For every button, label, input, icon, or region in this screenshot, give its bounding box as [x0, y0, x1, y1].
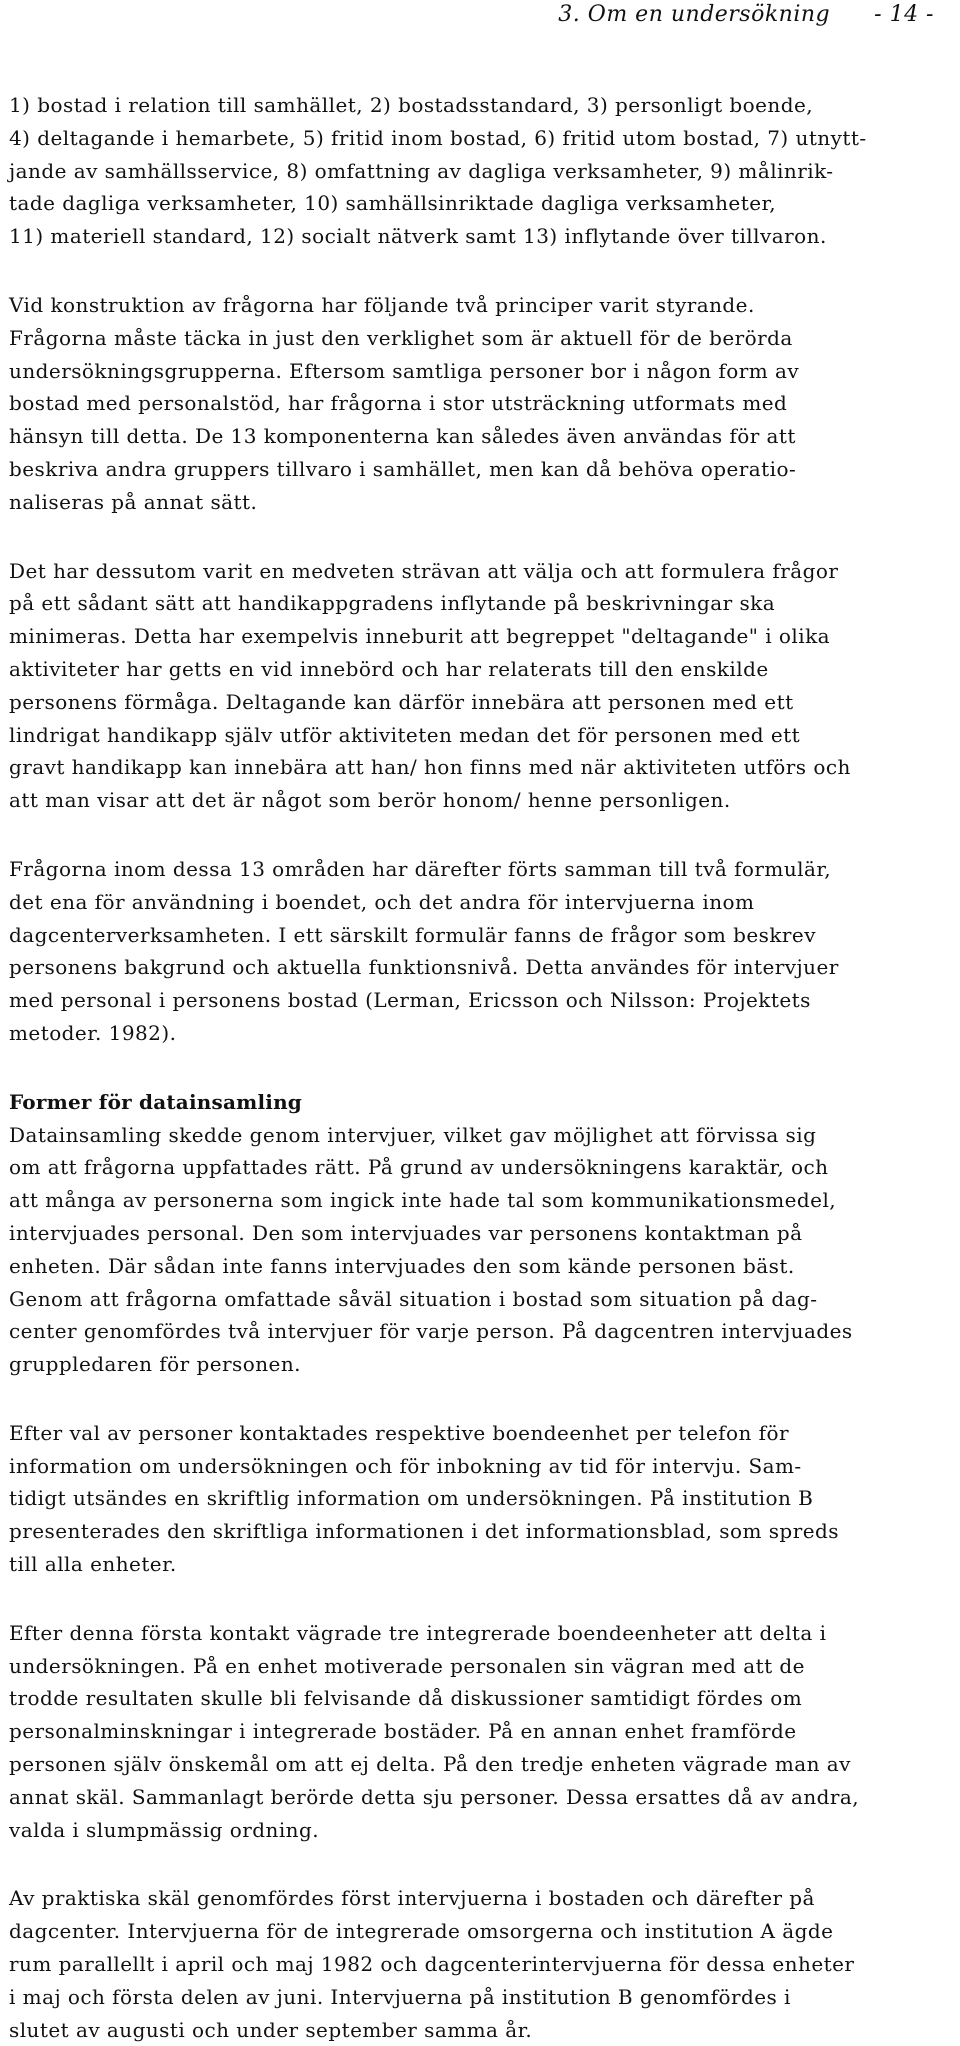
text-line: tidigt utsändes en skriftlig information om undersökningen. På institution B [9, 1486, 814, 1511]
text-line: undersökningen. På en enhet motiverade personalen sin vägran med att de [9, 1653, 805, 1678]
paragraph-handicap-influence [9, 555, 924, 817]
text-line: Genom att frågorna omfattade såväl situation i bostad som situation på dag- [9, 1286, 818, 1311]
text-line: personen själv önskemål om att ej delta. På den tredje enheten vägrade man av [9, 1752, 851, 1777]
text-line: presenterades den skriftliga informationen i det informationsblad, som spreds [9, 1519, 839, 1544]
paragraph-gap [9, 253, 924, 289]
body-text [9, 89, 924, 2046]
running-header [558, 2, 934, 27]
text-line: center genomfördes två intervjuer för varje person. På dagcentren intervjuades [9, 1319, 853, 1344]
text-line: gravt handikapp kan innebära att han/ hon finns med när aktiviteten utförs och [9, 755, 851, 780]
text-line: i maj och första delen av juni. Intervjuerna på institution B genomfördes i [9, 1984, 791, 2009]
text-line: Det har dessutom varit en medveten strävan att välja och att formulera frågor [9, 558, 839, 583]
text-line: jande av samhällsservice, 8) omfattning av dagliga verksamheter, 9) målinrik- [9, 158, 834, 183]
paragraph-gap [9, 1846, 924, 1882]
text-line: beskriva andra gruppers tillvaro i samhället, men kan då behöva operatio- [9, 456, 797, 481]
text-line: slutet av augusti och under september samma år. [9, 2017, 533, 2042]
text-line: tade dagliga verksamheter, 10) samhällsinriktade dagliga verksamheter, [9, 191, 777, 216]
text-line: personens bakgrund och aktuella funktionsnivå. Detta användes för intervjuer [9, 955, 839, 980]
text-line: valda i slumpmässig ordning. [9, 1817, 320, 1842]
page-number: - 14 - [874, 2, 934, 27]
chapter-title: 3. Om en undersökning [558, 2, 831, 27]
text-line: information om undersökningen och för inbokning av tid för intervju. Sam- [9, 1453, 802, 1478]
paragraph-gap [9, 1381, 924, 1417]
text-line: lindrigat handikapp själv utför aktiviteten medan det för personen med ett [9, 722, 801, 747]
text-line: intervjuades personal. Den som intervjuades var personens kontaktman på [9, 1220, 803, 1245]
text-line: minimeras. Detta har exempelvis inneburit att begreppet "deltagande" i olika [9, 624, 831, 649]
text-line: naliseras på annat sätt. [9, 489, 258, 514]
text-line: med personal i personens bostad (Lerman, Ericsson och Nilsson: Projektets [9, 988, 811, 1013]
paragraph-principles [9, 289, 924, 519]
text-line: rum parallellt i april och maj 1982 och dagcenterintervjuerna för dessa enheter [9, 1952, 855, 1977]
text-line: annat skäl. Sammanlagt berörde detta sju personer. Dessa ersattes då av andra, [9, 1784, 860, 1809]
text-line: till alla enheter. [9, 1552, 177, 1577]
paragraph-components-list [9, 89, 924, 253]
text-line: Efter val av personer kontaktades respektive boendeenhet per telefon för [9, 1420, 789, 1445]
text-line: det ena för användning i boendet, och det andra för intervjuerna inom [9, 889, 755, 914]
paragraph-gap [9, 817, 924, 853]
paragraph-gap [9, 519, 924, 555]
paragraph-schedule [9, 1882, 924, 2046]
text-line: enheten. Där sådan inte fanns intervjuades den som kände personen bäst. [9, 1253, 795, 1278]
text-line: dagcenter. Intervjuerna för de integrerade omsorgerna och institution A ägde [9, 1919, 834, 1944]
text-line: undersökningsgrupperna. Eftersom samtliga personer bor i någon form av [9, 358, 800, 383]
paragraph-forms [9, 853, 924, 1050]
text-line: 1) bostad i relation till samhället, 2) bostadsstandard, 3) personligt boende, [9, 93, 814, 117]
text-line: Vid konstruktion av frågorna har följande två principer varit styrande. [9, 292, 755, 317]
paragraph-gap [9, 1581, 924, 1617]
text-line: Efter denna första kontakt vägrade tre integrerade boendeenheter att delta i [9, 1620, 827, 1645]
section-heading: Former för datainsamling [9, 1089, 302, 1114]
text-line: att man visar att det är något som berör honom/ henne personligen. [9, 788, 731, 813]
text-line: Frågorna inom dessa 13 områden har därefter förts samman till två formulär, [9, 856, 832, 881]
text-line: gruppledaren för personen. [9, 1352, 301, 1377]
text-line: bostad med personalstöd, har frågorna i stor utsträckning utformats med [9, 391, 788, 416]
text-line: hänsyn till detta. De 13 komponenterna kan således även användas för att [9, 424, 796, 449]
text-line: aktiviteter har getts en vid innebörd och har relaterats till den enskilde [9, 656, 769, 681]
text-line: dagcenterverksamheten. I ett särskilt formulär fanns de frågor som beskrev [9, 922, 816, 947]
text-line: metoder. 1982). [9, 1020, 177, 1045]
text-line: att många av personerna som ingick inte hade tal som kommunikationsmedel, [9, 1188, 837, 1213]
paragraph-gap [9, 1050, 924, 1086]
text-line: 4) deltagande i hemarbete, 5) fritid inom bostad, 6) fritid utom bostad, 7) utnytt- [9, 125, 867, 150]
text-line: om att frågorna uppfattades rätt. På grund av undersökningens karaktär, och [9, 1155, 829, 1180]
text-line: trodde resultaten skulle bli felvisande då diskussioner samtidigt fördes om [9, 1686, 803, 1711]
text-line: personalminskningar i integrerade bostäder. På en annan enhet framförde [9, 1719, 797, 1744]
text-line: Frågorna måste täcka in just den verklighet som är aktuell för de berörda [9, 325, 793, 350]
text-line: Av praktiska skäl genomfördes först intervjuerna i bostaden och därefter på [9, 1886, 815, 1911]
paragraph-refusals [9, 1617, 924, 1847]
text-line: Datainsamling skedde genom intervjuer, vilket gav möjlighet att förvissa sig [9, 1122, 817, 1147]
paragraph-contact [9, 1417, 924, 1581]
text-line: 11) materiell standard, 12) socialt nätverk samt 13) inflytande över tillvaron. [9, 224, 827, 249]
paragraph-data-collection [9, 1119, 924, 1381]
text-line: personens förmåga. Deltagande kan därför innebära att personen med ett [9, 689, 794, 714]
text-line: på ett sådant sätt att handikappgradens inflytande på beskrivningar ska [9, 591, 776, 616]
